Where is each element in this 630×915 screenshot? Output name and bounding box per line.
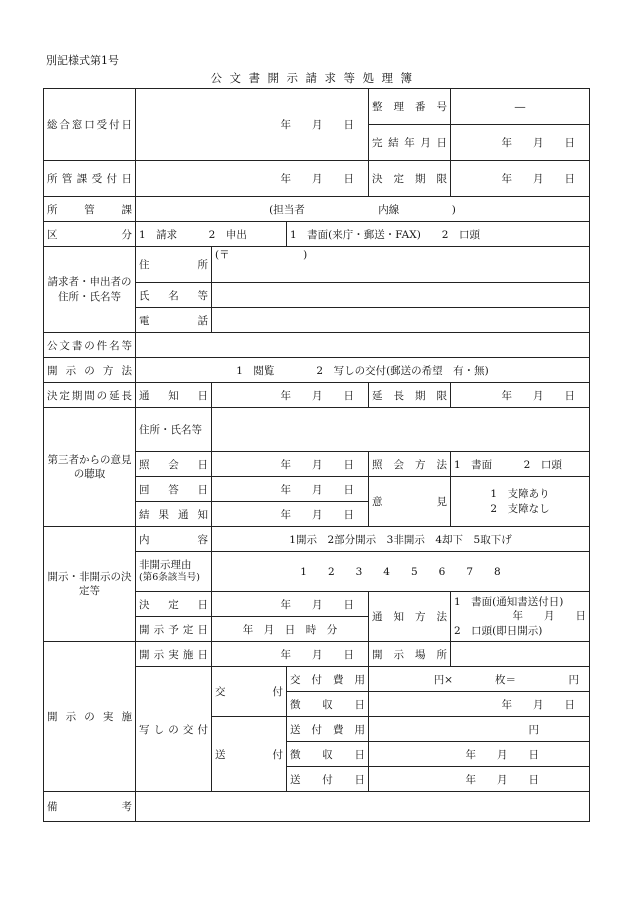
inquiry-date[interactable]: 年 月 日 (212, 452, 369, 477)
section-value[interactable]: (担当者 内線 ) (136, 197, 590, 222)
third-party-label: 第三者からの意見の聴取 (44, 408, 136, 527)
address-field[interactable]: (〒 ) (212, 247, 590, 283)
opinion-label: 意見 (369, 477, 451, 527)
name-field[interactable] (212, 283, 590, 308)
notify-option-2[interactable]: 2 口頭(即日開示) (454, 624, 543, 637)
impl-place-label: 開示場所 (369, 642, 451, 667)
reason-label-main: 非開示理由 (139, 559, 192, 571)
form-title: 公文書開示請求等処理簿 (210, 71, 420, 85)
requester-label: 請求者・申出者の住所・氏名等 (44, 247, 136, 333)
send-date[interactable]: 年 月 日 (369, 767, 590, 792)
inquiry-method-value[interactable]: 1 書面 2 口頭 (451, 452, 590, 477)
opinion-value[interactable] (451, 477, 590, 527)
kubun-label: 区分 (44, 222, 136, 247)
kubun-medium[interactable]: 1 書面(来庁・郵送・FAX) 2 口頭 (287, 222, 590, 247)
opinion-option-2[interactable]: 2 支障なし (490, 502, 550, 515)
scheduled-label: 開示予定日 (136, 617, 212, 642)
decision-label: 開示・非開示の決定等 (44, 527, 136, 642)
send-collect-date[interactable]: 年 月 日 (369, 742, 590, 767)
deliver-label: 交付 (212, 667, 287, 717)
doc-name-label: 公文書の件名等 (44, 333, 136, 358)
reason-value[interactable]: 1 2 3 4 5 6 7 8 (212, 552, 590, 592)
processing-register-table (43, 88, 590, 822)
third-addr-label: 住所・氏名等 (136, 408, 212, 452)
send-fee-label: 送付費用 (287, 717, 369, 742)
section-recv-date[interactable]: 年 月 日 (136, 161, 369, 197)
complete-date-label: 完結年月日 (369, 125, 451, 161)
notify-method-label: 通知方法 (369, 592, 451, 642)
send-fee-value[interactable]: 円 (369, 717, 590, 742)
notice-date-label: 通知日 (136, 383, 212, 408)
serial-label: 整理番号 (369, 89, 451, 125)
kubun-type[interactable]: 1 請求 2 申出 (136, 222, 287, 247)
scheduled-value[interactable]: 年 月 日 時 分 (212, 617, 369, 642)
phone-label: 電話 (136, 308, 212, 333)
impl-date[interactable]: 年 月 日 (212, 642, 369, 667)
impl-place-field[interactable] (451, 642, 590, 667)
implement-label: 開示の実施 (44, 642, 136, 792)
deadline-label: 決定期限 (369, 161, 451, 197)
third-addr-field[interactable] (212, 408, 590, 452)
address-label: 住所 (136, 247, 212, 283)
form-number: 別記様式第1号 (46, 54, 119, 67)
reply-date-label: 回答日 (136, 477, 212, 502)
send-collect-label: 徴収日 (287, 742, 369, 767)
collect-date-label: 徴収日 (287, 692, 369, 717)
extension-label: 決定期間の延長 (44, 383, 136, 408)
impl-date-label: 開示実施日 (136, 642, 212, 667)
remarks-label: 備考 (44, 792, 136, 822)
method-value[interactable]: 1 閲覧 2 写しの交付(郵送の希望 有・無) (136, 358, 590, 383)
name-label: 氏名等 (136, 283, 212, 308)
decision-date[interactable]: 年 月 日 (212, 592, 369, 617)
send-label: 送付 (212, 717, 287, 792)
content-value[interactable]: 1開示 2部分開示 3非開示 4却下 5取下げ (212, 527, 590, 552)
section-label: 所管課 (44, 197, 136, 222)
notice-date[interactable]: 年 月 日 (212, 383, 369, 408)
deadline-date[interactable]: 年 月 日 (451, 161, 590, 197)
inquiry-method-label: 照会方法 (369, 452, 451, 477)
reply-date[interactable]: 年 月 日 (212, 477, 369, 502)
notify-option-1[interactable]: 1 書面(通知書送付日) (454, 596, 564, 609)
copy-label: 写しの交付 (136, 667, 212, 792)
notify-send-date[interactable]: 年 月 日 (512, 610, 586, 623)
fee-value[interactable]: 円× 枚＝ 円 (369, 667, 590, 692)
send-date-label: 送付日 (287, 767, 369, 792)
result-notice-label: 結果通知 (136, 502, 212, 527)
result-notice-date[interactable]: 年 月 日 (212, 502, 369, 527)
reason-label (136, 552, 212, 592)
serial-value[interactable]: ― (451, 89, 590, 125)
notify-method-value[interactable] (451, 592, 590, 642)
section-recv-label: 所管課受付日 (44, 161, 136, 197)
ext-period-date[interactable]: 年 月 日 (451, 383, 590, 408)
method-label: 開示の方法 (44, 358, 136, 383)
phone-field[interactable] (212, 308, 590, 333)
collect-date[interactable]: 年 月 日 (369, 692, 590, 717)
general-recv-label: 総合窓口受付日 (44, 89, 136, 161)
content-label: 内容 (136, 527, 212, 552)
general-recv-date[interactable]: 年 月 日 (136, 89, 369, 161)
opinion-option-1[interactable]: 1 支障あり (490, 488, 550, 501)
complete-date[interactable]: 年 月 日 (451, 125, 590, 161)
doc-name-field[interactable] (136, 333, 590, 358)
remarks-field[interactable] (136, 792, 590, 822)
reason-label-sub: (第6条該当号) (139, 572, 200, 584)
fee-label: 交付費用 (287, 667, 369, 692)
decision-date-label: 決定日 (136, 592, 212, 617)
inquiry-date-label: 照会日 (136, 452, 212, 477)
ext-period-label: 延長期限 (369, 383, 451, 408)
